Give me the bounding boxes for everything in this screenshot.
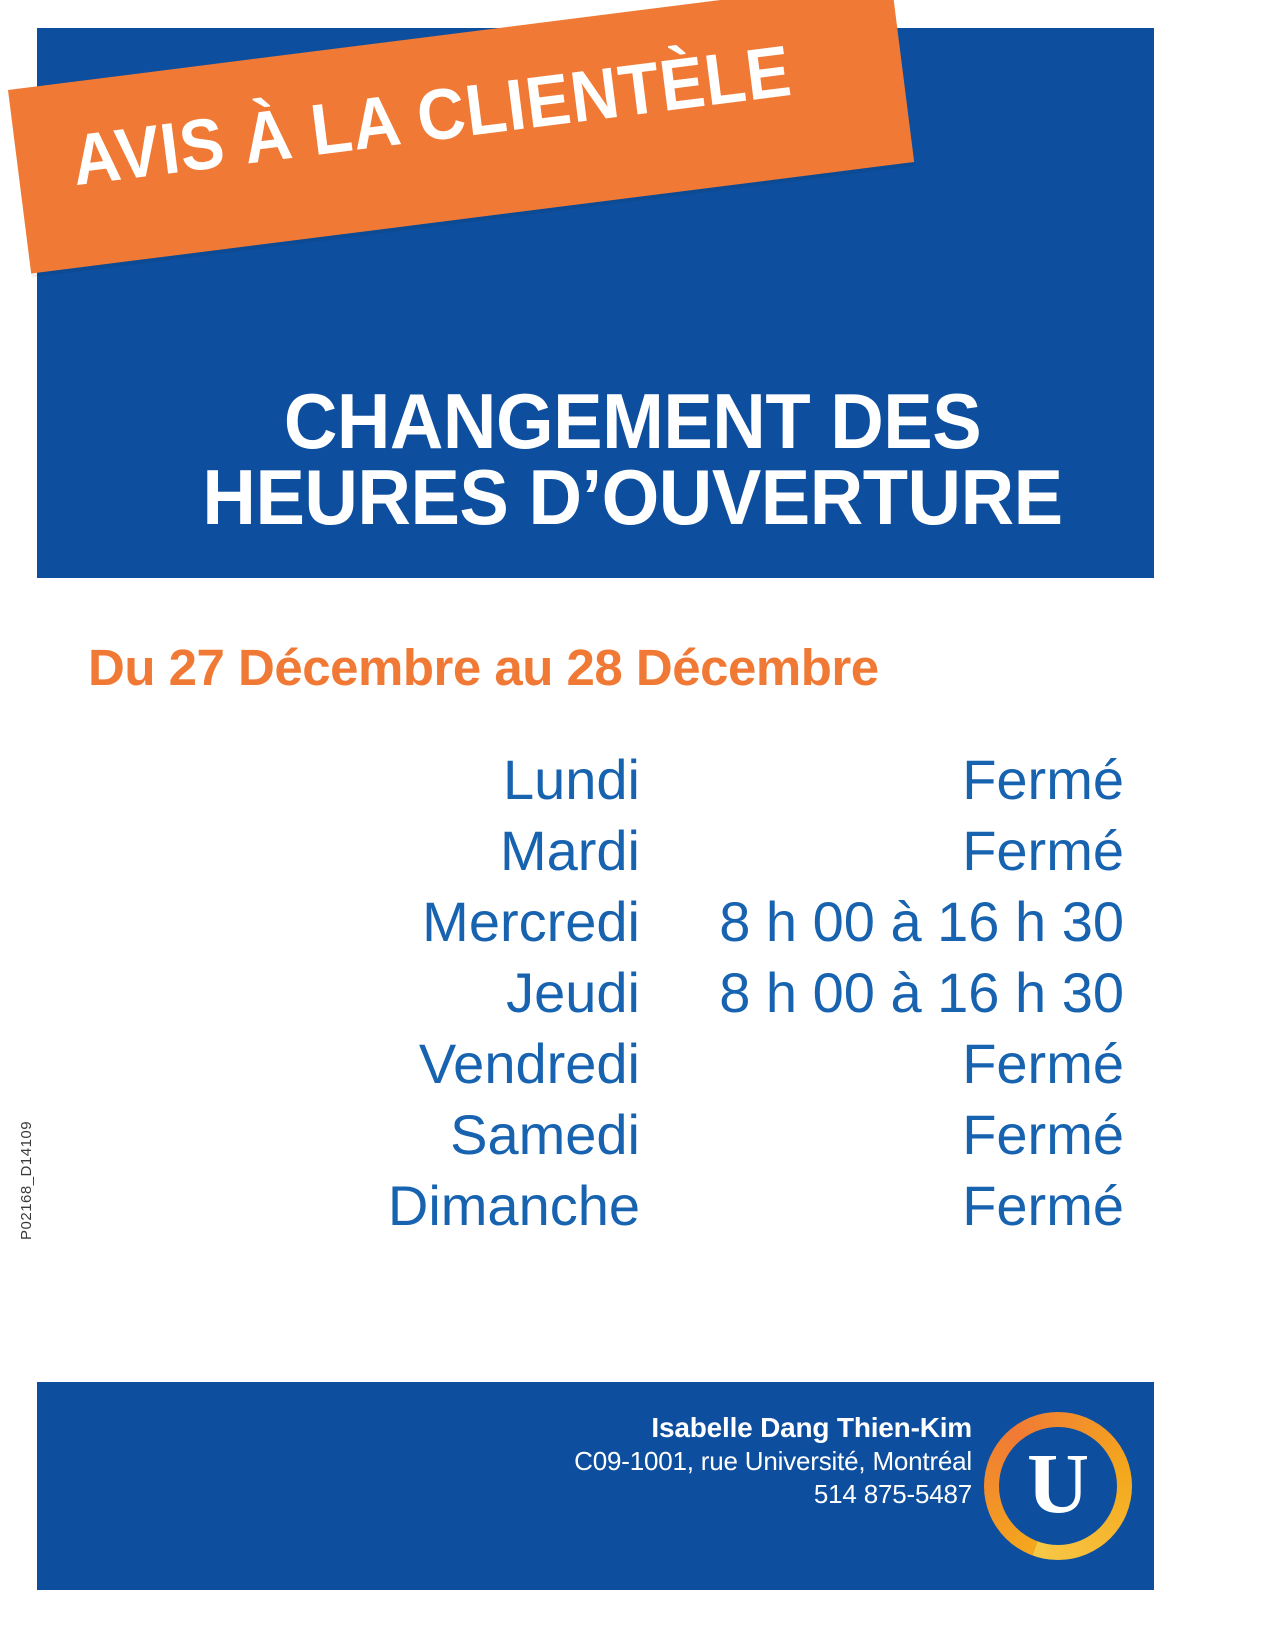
- hours-value: Fermé: [962, 748, 1124, 811]
- hours-table: [170, 748, 1124, 1249]
- hours-value: 8 h 00 à 16 h 30: [719, 961, 1124, 1024]
- hours-day: Mardi: [499, 819, 640, 882]
- contact-block: [574, 1410, 972, 1510]
- table-row: [170, 1032, 1124, 1107]
- hours-day: Samedi: [450, 1103, 640, 1166]
- table-row: [170, 819, 1124, 894]
- hours-day: Lundi: [502, 748, 640, 811]
- contact-name: Isabelle Dang Thien-Kim: [651, 1412, 972, 1443]
- hours-value: Fermé: [962, 1103, 1124, 1166]
- contact-address: C09-1001, rue Université, Montréal: [574, 1446, 972, 1476]
- table-row: [170, 961, 1124, 1036]
- hours-day: Mercredi: [422, 890, 640, 953]
- hours-value: Fermé: [962, 1032, 1124, 1095]
- notice-ribbon-label: AVIS À LA CLIENTÈLE: [67, 31, 796, 202]
- table-row: [170, 1103, 1124, 1178]
- hours-day: Jeudi: [506, 961, 640, 1024]
- table-row: [170, 1174, 1124, 1249]
- hours-value: Fermé: [962, 1174, 1124, 1237]
- page-title: [74, 377, 1191, 542]
- university-logo-icon: [984, 1412, 1132, 1560]
- logo-letter: U: [1026, 1435, 1090, 1531]
- document-code: P02168_D14109: [18, 1120, 35, 1240]
- contact-phone: 514 875-5487: [813, 1478, 972, 1509]
- table-row: [170, 890, 1124, 965]
- title-line-1: CHANGEMENT DES: [283, 377, 982, 465]
- hours-value: Fermé: [962, 819, 1124, 882]
- hours-day: Dimanche: [387, 1174, 640, 1237]
- footer-banner: [37, 1382, 1154, 1590]
- date-range: Du 27 Décembre au 28 Décembre: [88, 639, 879, 696]
- title-line-2: HEURES D’OUVERTURE: [202, 453, 1063, 542]
- hours-value: 8 h 00 à 16 h 30: [719, 890, 1124, 953]
- table-row: [170, 748, 1124, 823]
- hours-day: Vendredi: [418, 1032, 640, 1095]
